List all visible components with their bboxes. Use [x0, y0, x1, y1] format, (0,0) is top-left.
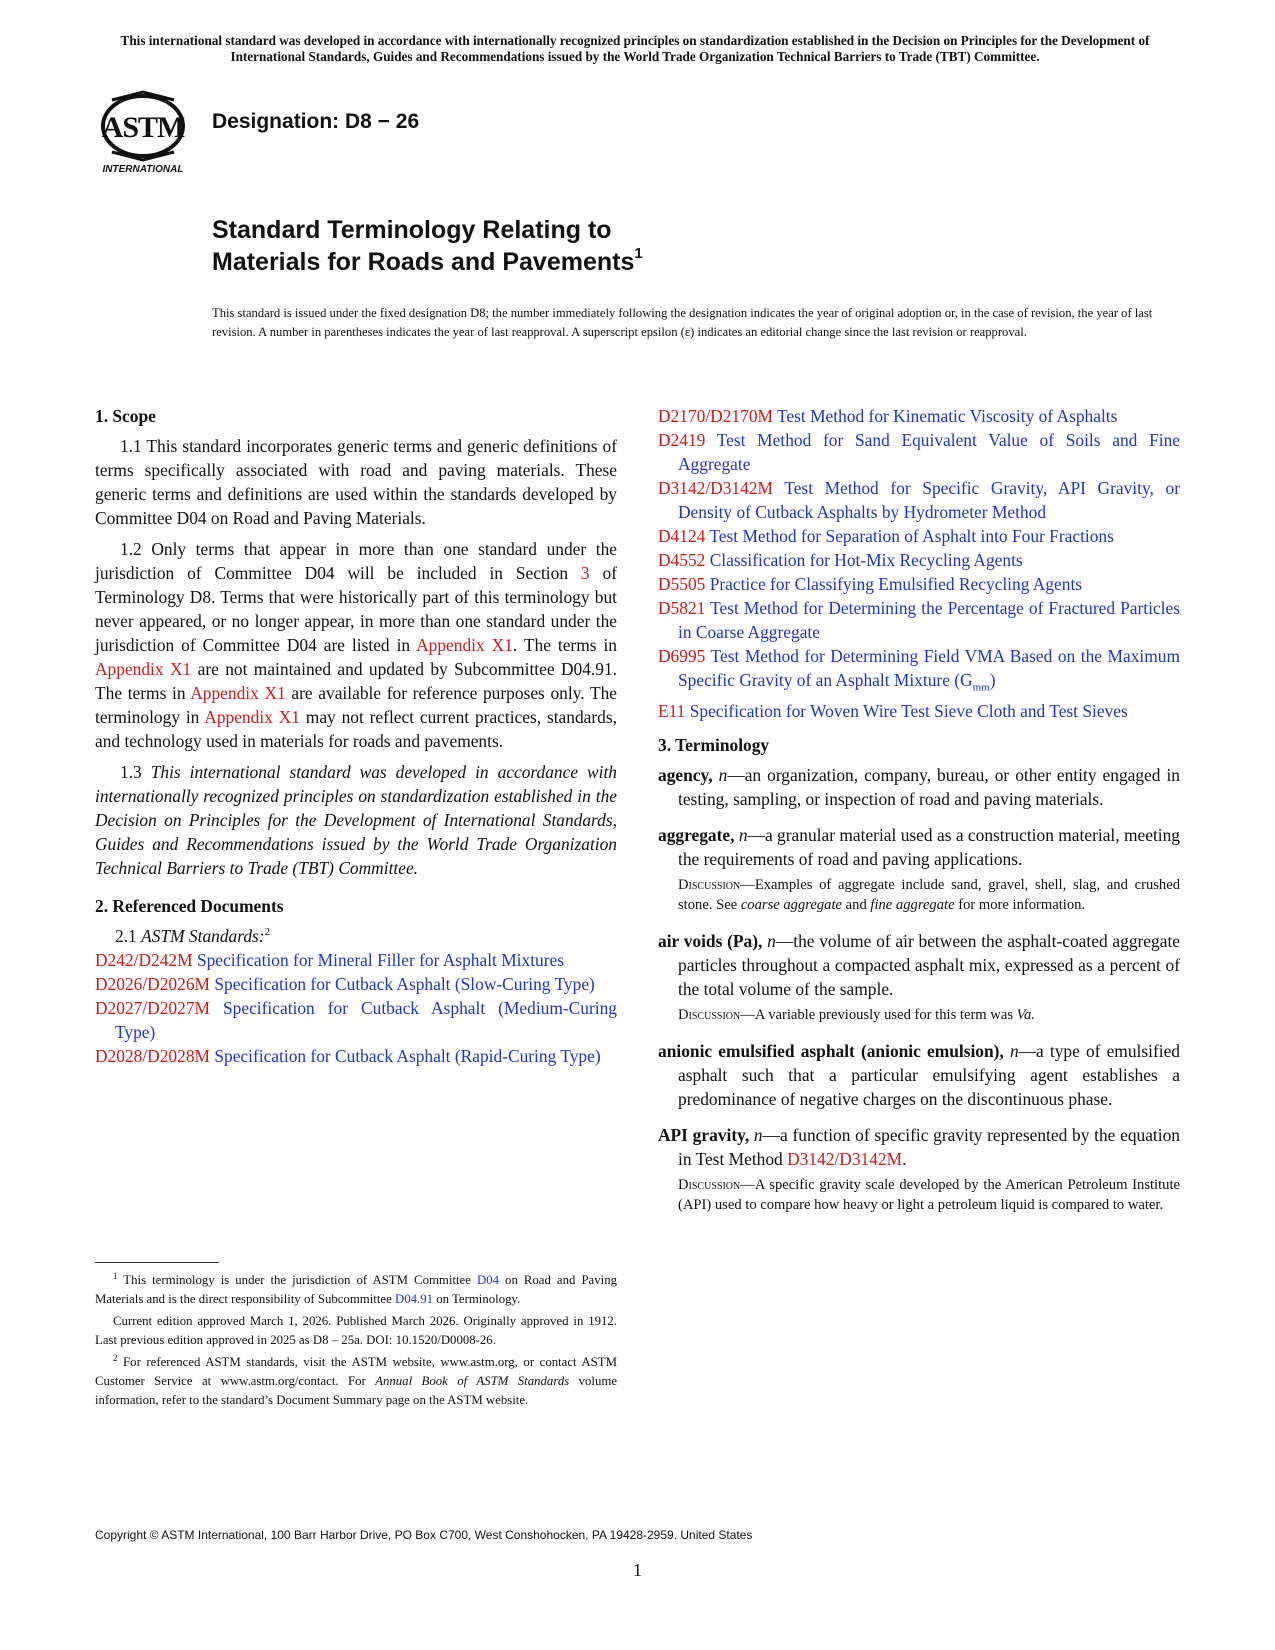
- section-heading-referenced-documents: 2. Referenced Documents: [95, 896, 284, 916]
- title-line-2: Materials for Roads and Pavements: [212, 248, 635, 276]
- term-agency: agency, n—an organization, company, bureau, or other entity engaged in testing, sampling, or inspection of road and paving materials.: [658, 765, 1181, 810]
- discussion-air-voids: Discussion—A variable previously used for this term was Va.: [678, 1007, 1035, 1024]
- ref-item[interactable]: D2419 Test Method for Sand Equivalent Value of Soils and Fine Aggregate: [658, 430, 1180, 474]
- scope-para-1-1: 1.1 This standard incorporates generic terms and generic definitions of terms specifically associated with road and paving materials. These generic terms and definitions are used within the standards developed by Committee D04 on Road and Paving Materials.: [95, 436, 617, 528]
- ref-item[interactable]: D2027/D2027M Specification for Cutback Asphalt (Medium-Curing Type): [95, 998, 617, 1042]
- logo-text: ASTM: [101, 111, 185, 144]
- appendix-x1-link[interactable]: Appendix X1: [95, 659, 192, 679]
- referenced-list-right: [658, 404, 1180, 723]
- term-anionic-emulsified-asphalt: anionic emulsified asphalt (anionic emulsion), n—a type of emulsified asphalt such that a particular emulsifying agent establishes a predominance of negative charges on the discontinuous phase.: [658, 1041, 1180, 1110]
- appendix-x1-link[interactable]: Appendix X1: [204, 707, 300, 727]
- title-footnote-mark[interactable]: 1: [634, 245, 643, 262]
- footnote-1: $^1$ This terminology is under the jurisdiction of ASTM Committee D04 on Road and Paving Materials and is the direct responsibility of Subcommittee D04.91 on Terminology.: [95, 1271, 617, 1306]
- footnotes: [95, 1271, 617, 1413]
- ref-item[interactable]: D242/D242M Specification for Mineral Filler for Asphalt Mixtures: [95, 950, 564, 970]
- issue-note: This standard is issued under the fixed designation D8; the number immediately following the designation indicates the year of original adoption or, in the case of revision, the year of last revision. A number in parentheses indicates the year of last reapproval. A superscript epsilon (ε) indicates an editorial change since the last revision or reapproval.: [212, 306, 1153, 339]
- d3142-link[interactable]: D3142/D3142M: [787, 1149, 903, 1170]
- ref-item[interactable]: E11 Specification for Woven Wire Test Sieve Cloth and Test Sieves: [658, 701, 1128, 722]
- designation: Designation: D8 − 26: [212, 110, 420, 133]
- appendix-x1-link[interactable]: Appendix X1: [190, 683, 286, 703]
- ref-item[interactable]: D4552 Classification for Hot-Mix Recycling Agents: [658, 550, 1023, 570]
- astm-logo: [92, 88, 194, 174]
- astm-standards-subheading: 2.1 ASTM Standards:$^2$: [115, 926, 271, 946]
- term-air-voids: air voids (Pa), n—the volume of air between the asphalt-coated aggregate particles throughout a compacted asphalt mix, expressed as a percent of the total volume of the sample.: [658, 931, 1180, 1000]
- ref-item[interactable]: D5821 Test Method for Determining the Percentage of Fractured Particles in Coarse Aggregate: [658, 598, 1180, 642]
- copyright-footer: Copyright © ASTM International, 100 Barr Harbor Drive, PO Box C700, West Conshohocken, PA 19428-2959. United States: [95, 1528, 753, 1542]
- ref-item[interactable]: D2026/D2026M Specification for Cutback Asphalt (Slow-Curing Type): [95, 974, 595, 994]
- subcommittee-link[interactable]: D04.91: [394, 1292, 433, 1306]
- committee-d04-link[interactable]: D04: [476, 1273, 499, 1287]
- footnote-divider: [95, 1262, 219, 1263]
- appendix-x1-link[interactable]: Appendix X1: [416, 635, 513, 655]
- scope-para-1-2: 1.2 Only terms that appear in more than one standard under the jurisdiction of Committee D04 will be included in Section 3 of Terminology D8. Terms that were historically part of this terminology but never appeared, or no longer appear, in more than one standard under the jurisdiction of Committee D04 are listed in Appendix X1. The terms in Appendix X1 are not maintained and updated by Subcommittee D04.91. The terms in Appendix X1 are available for reference purposes only. The terminology in Appendix X1 may not reflect current practices, standards, and technology used in materials for roads and pavements.: [95, 539, 617, 751]
- discussion-aggregate: Discussion—Examples of aggregate include sand, gravel, shell, slag, and crushed stone. See coarse aggregate and fine aggregate for more information.: [678, 877, 1180, 914]
- title-line-1: Standard Terminology Relating to: [212, 216, 612, 244]
- ref-item[interactable]: D6995 Test Method for Determining Field VMA Based on the Maximum Specific Gravity of an Asphalt Mixture $(G_{mm})$: [658, 646, 1180, 694]
- ref-item[interactable]: D2170/D2170M Test Method for Kinematic Viscosity of Asphalts: [658, 406, 1118, 426]
- ref-item[interactable]: D4124 Test Method for Separation of Asphalt into Four Fractions: [658, 526, 1114, 546]
- scope-para-1-3: 1.3 This international standard was developed in accordance with internationally recognized principles on standardization established in the Decision on Principles for the Development of International Standards, Guides and Recommendations issued by the World Trade Organization Technical Barriers to Trade (TBT) Committee.: [95, 762, 617, 878]
- footnote-edition: Current edition approved March 1, 2026. Published March 2026. Originally approved in 1912. Last previous edition approved in 2025 as D8 – 25a. DOI: 10.1520/D0008-26.: [95, 1314, 617, 1347]
- ref-item[interactable]: D2028/D2028M Specification for Cutback Asphalt (Rapid-Curing Type): [95, 1046, 601, 1066]
- footnote-2-mark[interactable]: 2: [264, 926, 271, 938]
- term-aggregate: aggregate, n—a granular material used as a construction material, meeting the requirements of road and paving applications.: [658, 825, 1180, 870]
- page-number: 1: [633, 1560, 642, 1580]
- tbt-notice: This international standard was developed in accordance with internationally recognized principles on standardization established in the Decision on Principles for the Development of International Standards, Guides and Recommendations issued by the World Trade Organization Technical Barriers to Trade (TBT) Committee.: [120, 33, 1150, 64]
- left-column: [95, 404, 617, 1068]
- ref-item[interactable]: D5505 Practice for Classifying Emulsified Recycling Agents: [658, 574, 1083, 594]
- term-api-gravity: API gravity, n—a function of specific gravity represented by the equation in Test Method D3142/D3142M.: [658, 1125, 1180, 1170]
- section-heading-terminology: 3. Terminology: [658, 735, 770, 756]
- right-column: [658, 404, 1180, 1229]
- ref-item[interactable]: D3142/D3142M Test Method for Specific Gravity, API Gravity, or Density of Cutback Asphalts by Hydrometer Method: [658, 478, 1180, 522]
- section-heading-scope: 1. Scope: [95, 406, 156, 426]
- footnote-2: $^2$ For referenced ASTM standards, visit the ASTM website, www.astm.org, or contact ASTM Customer Service at www.astm.org/contact. For Annual Book of ASTM Standards volume information, refer to the standard’s Document Summary page on the ASTM website.: [95, 1353, 617, 1407]
- section-3-link[interactable]: 3: [580, 563, 590, 583]
- referenced-list-left: [95, 948, 617, 1068]
- discussion-api-gravity: Discussion—A specific gravity scale developed by the American Petroleum Institute (API) used to compare how heavy or light a petroleum liquid is compared to water.: [678, 1177, 1180, 1214]
- document-title: [212, 214, 643, 278]
- logo-subtext: INTERNATIONAL: [102, 164, 184, 174]
